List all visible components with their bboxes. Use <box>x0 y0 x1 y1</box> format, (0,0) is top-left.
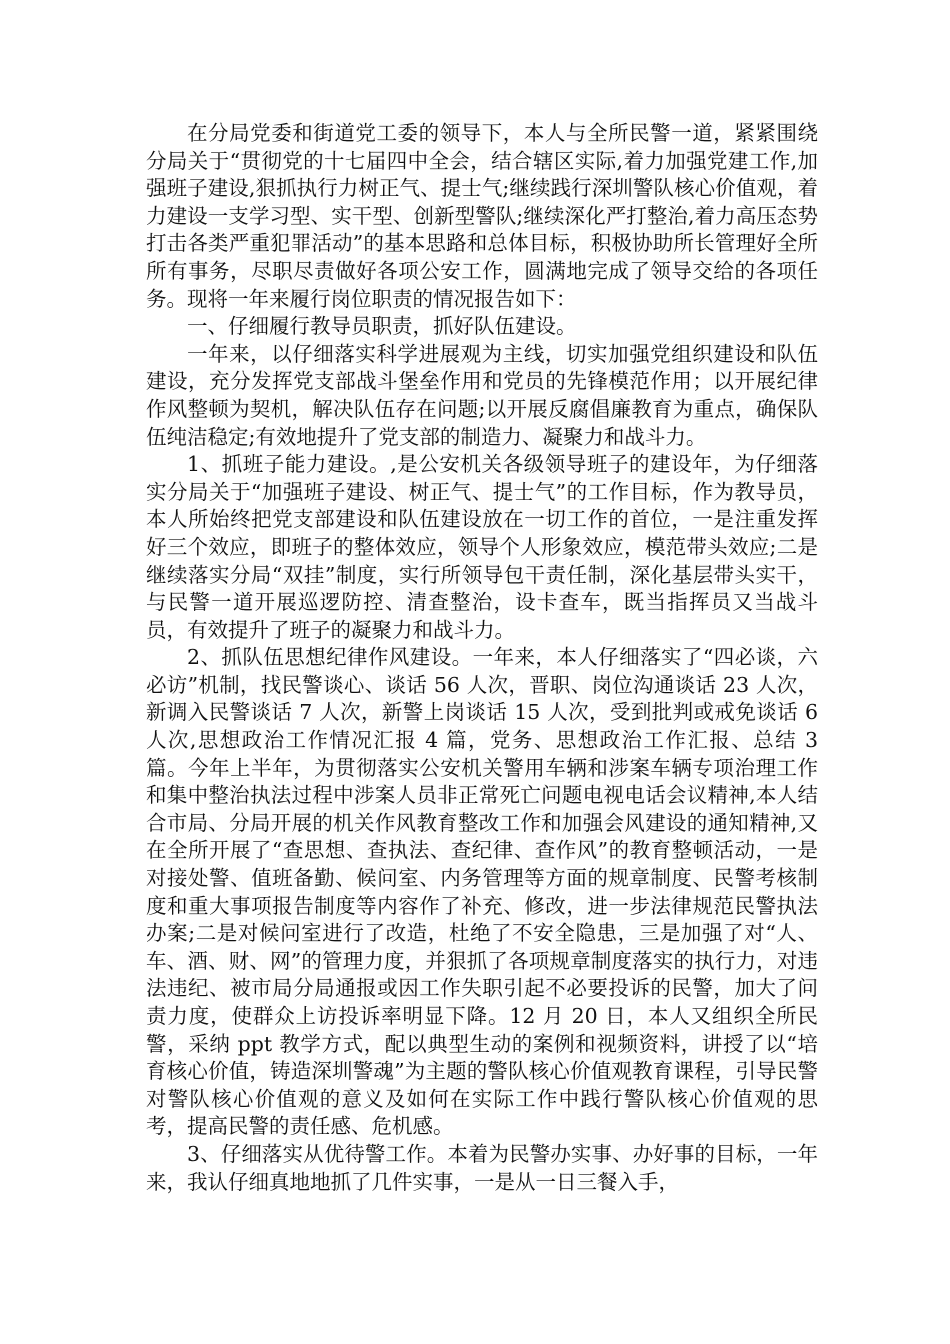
section-1-paragraph: 一年来，以仔细落实科学进展观为主线，切实加强党组织建设和队伍建设，充分发挥党支部战斗堡垒作用和党员的先锋模范作用；以开展纪律作风整顿为契机，解决队伍存在问题;以开展反腐倡廉教育为重点，确保队伍纯洁稳定;有效地提升了党支部的制造力、凝聚力和战斗力。 <box>146 341 818 449</box>
document-body <box>146 120 818 1196</box>
section-heading-1: 一、仔细履行教导员职责，抓好队伍建设。 <box>187 314 577 339</box>
item-3-paragraph: 3、仔细落实从优待警工作。本着为民警办实事、办好事的目标，一年来，我认仔细真地地抓了几件实事，一是从一日三餐入手， <box>146 1141 818 1194</box>
intro-paragraph: 在分局党委和街道党工委的领导下，本人与全所民警一道，紧紧围绕分局关于“贯彻党的十七届四中全会，结合辖区实际,着力加强党建工作,加强班子建设,狠抓执行力树正气、提士气;继续践行深圳警队核心价值观，着力建设一支学习型、实干型、创新型警队;继续深化严打整治,着力高压态势打击各类严重犯罪活动”的基本思路和总体目标，积极协助所长管理好全所所有事务，尽职尽责做好各项公安工作，圆满地完成了领导交给的各项任务。现将一年来履行岗位职责的情况报告如下： <box>146 121 818 311</box>
item-1-paragraph: 1、抓班子能力建设。,是公安机关各级领导班子的建设年，为仔细落实分局关于“加强班子建设、树正气、提士气”的工作目标，作为教导员，本人所始终把党支部建设和队伍建设放在一切工作的首位，一是注重发挥好三个效应，即班子的整体效应，领导个人形象效应，模范带头效应;二是继续落实分局“双挂”制度，实行所领导包干责任制，深化基层带头实干，与民警一道开展巡逻防控、清查整治，设卡查车，既当指挥员又当战斗员，有效提升了班子的凝聚力和战斗力。 <box>146 452 818 642</box>
item-2-paragraph: 2、抓队伍思想纪律作风建设。一年来，本人仔细落实了“四必谈，六必访”机制，找民警谈心、谈话 56 人次，晋职、岗位沟通谈话 23 人次，新调入民警谈话 7 人次，新警上岗谈话 15 人次，受到批判或戒免谈话 6 人次,思想政治工作情况汇报 4 篇，党务、思想政治工作汇报、总结 3 篇。今年上半年，为贯彻落实公安机关警用车辆和涉案车辆专项治理工作和集中整治执法过程中涉案人员非正常死亡问题电视电话会议精神,本人结合市局、分局开展的机关作风教育整改工作和加强会风建设的通知精神,又在全所开展了“查思想、查执法、查纪律、查作风”的教育整顿活动，一是对接处警、值班备勤、候问室、内务管理等方面的规章制度、民警考核制度和重大事项报告制度等内容作了补充、修改，进一步法律规范民警执法办案;二是对候问室进行了改造，杜绝了不安全隐患，三是加强了对“人、车、酒、财、网”的管理力度，并狠抓了各项规章制度落实的执行力，对违法违纪、被市局分局通报或因工作失职引起不必要投诉的民警，加大了问责力度，使群众上访投诉率明显下降。12 月 20 日，本人又组织全所民警，采纳 ppt 教学方式，配以典型生动的案例和视频资料，讲授了以“培育核心价值，铸造深圳警魂”为主题的警队核心价值观教育课程，引导民警对警队核心价值观的意义及如何在实际工作中践行警队核心价值观的思考，提高民警的责任感、危机感。 <box>146 645 818 1139</box>
